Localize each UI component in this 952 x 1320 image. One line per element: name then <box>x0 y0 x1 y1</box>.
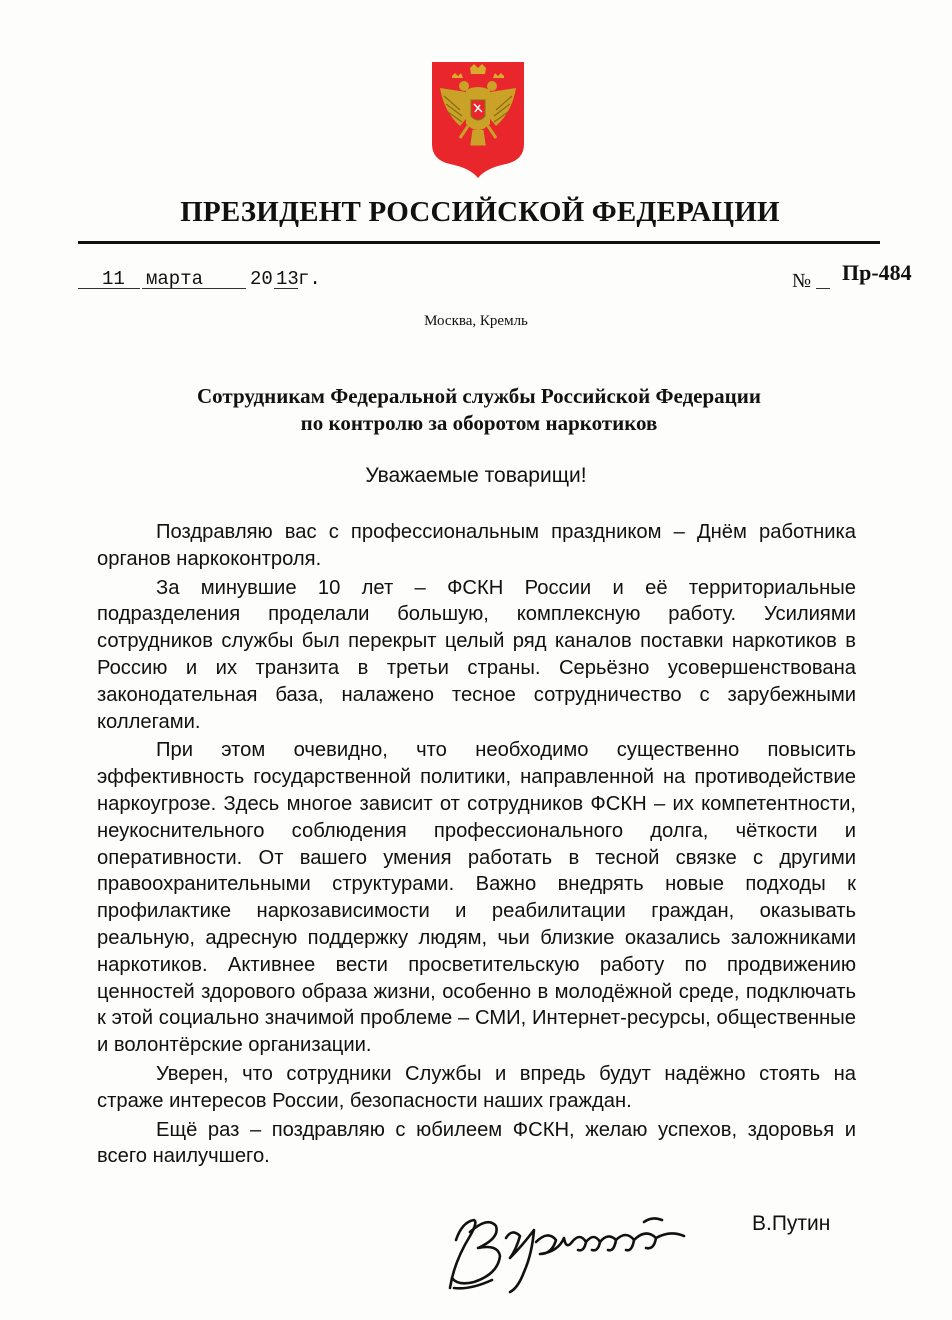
addressee-line-1: Сотрудникам Федеральной службы Российской Федерации <box>197 384 761 408</box>
addressee <box>90 383 868 437</box>
date-month: марта <box>146 268 204 290</box>
paragraph: За минувшие 10 лет – ФСКН России и её территориальные подразделения проделали большую, комплексную работу. Усилиями сотрудников службы был перекрыт целый ряд каналов поставки наркотиков в Россию и их транзита в третьи страны. Серьёзно усовершенствована законодательная база, налажено тесное сотрудничество с зарубежными коллегами. <box>97 576 856 733</box>
coat-of-arms-icon <box>430 60 526 178</box>
paragraph: Уверен, что сотрудники Службы и впредь будут надёжно стоять на страже интересов России, безопасности наших граждан. <box>97 1062 856 1112</box>
paragraph: При этом очевидно, что необходимо существенно повысить эффективность государственной политики, направленной на противодействие наркоугрозе. Здесь многое зависит от сотрудников ФСКН – их компетентности, неукоснительного соблюдения профессионального долга, чёткости и оперативности. От вашего умения работать в тесной связке с другими правоохранительными структурами. Важно внедрять новые подходы к профилактике наркозависимости и реабилитации граждан, оказывать реальную, адресную поддержку людям, чьи близкие оказались заложниками наркотиков. Активнее вести просветительскую работу по продвижению ценностей здорового образа жизни, особенно в молодёжной среде, подключать к этой социально значимой проблеме – СМИ, Интернет-ресурсы, общественные и волонтёрские организации. <box>97 739 856 1057</box>
paragraph: Поздравляю вас с профессиональным праздником – Днём работника органов наркоконтроля. <box>97 521 856 570</box>
signatory-name: В.Путин <box>752 1212 831 1235</box>
number-line <box>816 288 830 289</box>
date-year-prefix: 20 <box>250 268 273 290</box>
date-year-mark: г. <box>298 268 321 290</box>
number-label: № <box>792 270 812 292</box>
addressee-line-2: по контролю за оборотом наркотиков <box>300 411 658 435</box>
letterhead-rule <box>78 241 880 244</box>
letter-body <box>97 519 856 1170</box>
signature-image <box>440 1192 730 1298</box>
document-number: Пр-484 <box>842 260 912 285</box>
letterhead-title: ПРЕЗИДЕНТ РОССИЙСКОЙ ФЕДЕРАЦИИ <box>180 196 780 228</box>
date-day: 11 <box>102 268 125 290</box>
paragraph: Ещё раз – поздравляю с юбилеем ФСКН, желаю успехов, здоровья и всего наилучшего. <box>97 1118 856 1168</box>
salutation: Уважаемые товарищи! <box>365 464 587 487</box>
document-place: Москва, Кремль <box>424 313 528 329</box>
date-year-suffix: 13 <box>276 268 299 290</box>
